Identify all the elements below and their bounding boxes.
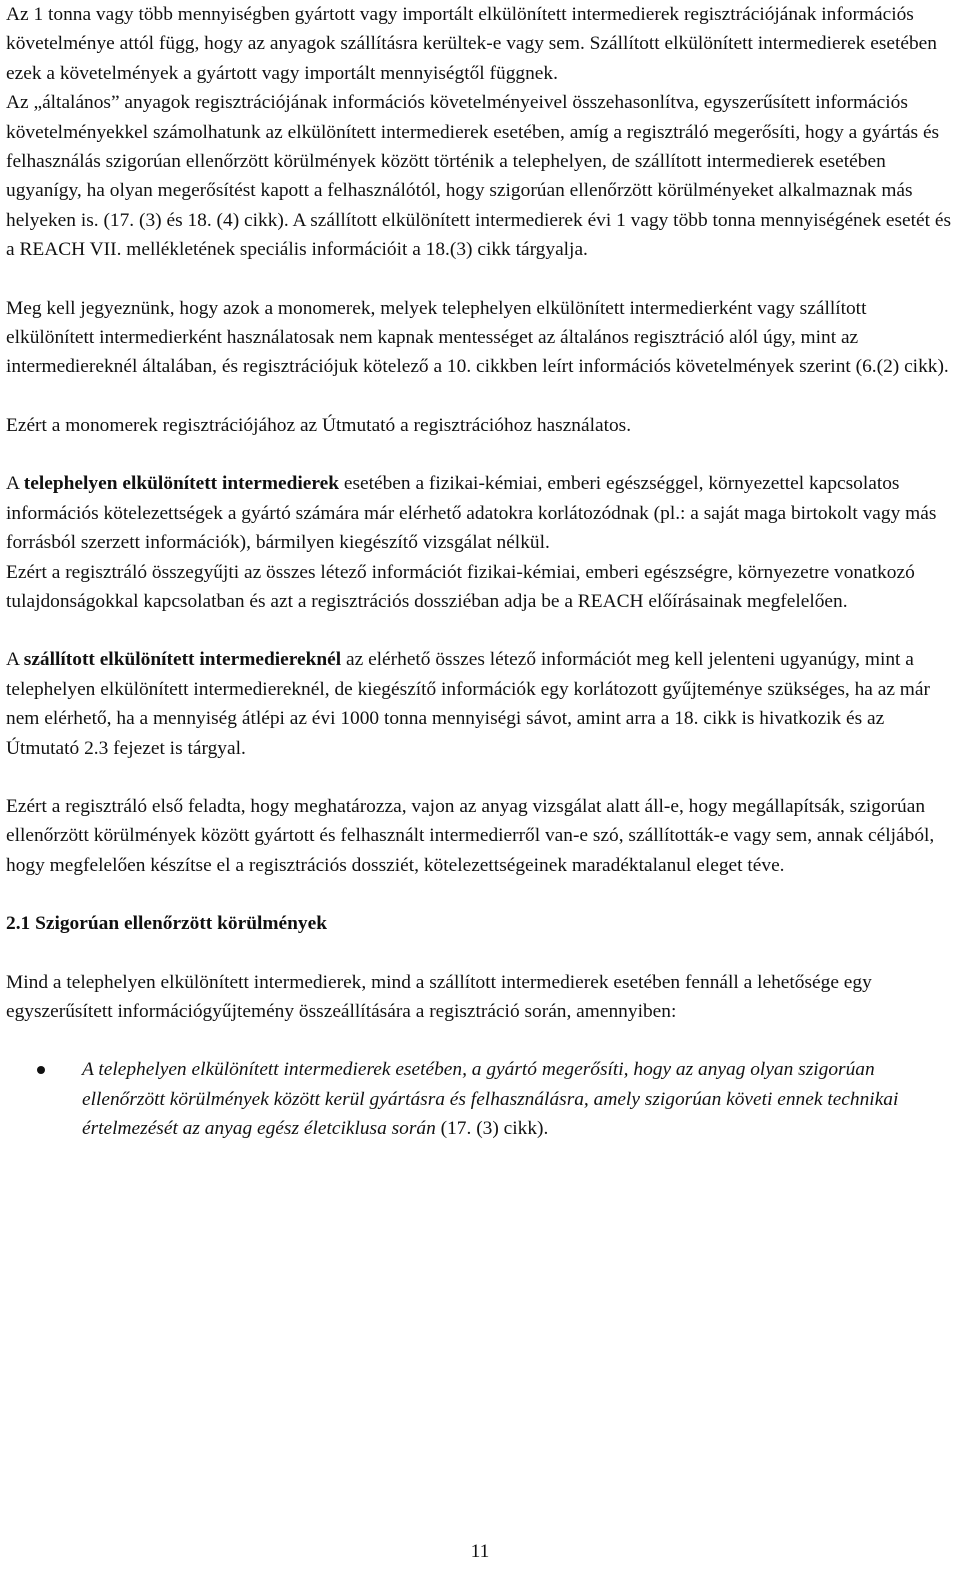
intro-body-text: Az „általános” anyagok regisztrációjának információs követelményeivel összehasonlítva, egyszerűsített információs követelményekkel számolhatunk az elkülönített intermedierek esetében, amíg a regisztráló megerősíti, hogy a gyártás és felhasználás szigorúan ellenőrzött körülmények között történik a telephelyen, de szállított intermedierek esetében ugyanígy, ha olyan megerősítést kapott a felhasználótól, hogy szigorúan ellenőrzött körülményeket alkalmaznak más helyeken is. (17. (3) és 18. (4) cikk). A szállított elkülönített intermedierek évi 1 vagy több tonna mennyiségének esetét és a REACH VII. mellékletének speciális információit a 18.(3) cikk tárgyalja. (6, 92, 952, 261)
section-heading: 2.1 Szigorúan ellenőrzött körülmények (6, 913, 327, 935)
on-site-pre-text: A (6, 473, 24, 495)
intro-paragraph (6, 0, 952, 265)
list-item (82, 1055, 952, 1143)
on-site-bold-term: telephelyen elkülönített intermedierek (23, 473, 340, 495)
transported-bold-term: szállított elkülönített intermediereknél (23, 649, 342, 671)
conditions-list (6, 1055, 952, 1143)
registrant-task-paragraph: Ezért a regisztráló első feladta, hogy meghatározza, vajon az anyag vizsgálat alatt áll-e, hogy megállapítsák, szigorúan ellenőrzött körülmények között gyártott és felhasznált intermedierről van-e szó, szállították-e vagy sem, annak céljából, hogy megfelelően készítse el a regisztrációs dossziét, kötelezettségeinek maradéktalanul eleget téve. (6, 795, 935, 876)
transported-intermediates-paragraph (6, 645, 952, 763)
on-site-intermediates-paragraph (6, 469, 952, 616)
transported-pre-text: A (6, 649, 24, 671)
conditions-intro-paragraph: Mind a telephelyen elkülönített intermedierek, mind a szállított intermedierek esetében fennáll a lehetősége egy egyszerűsített információgyűjtemény összeállítására a regisztráció során, amennyiben: (6, 971, 872, 1022)
monomer-guidance-paragraph: Ezért a monomerek regisztrációjához az Útmutató a regisztrációhoz használatos. (6, 414, 632, 436)
on-site-follow-text: Ezért a regisztráló összegyűjti az összes létező információt fizikai-kémiai, emberi egészségre, környezetre vonatkozó tulajdonságokkal kapcsolatban és azt a regisztrációs dossziéban adja be a REACH előírásainak megfelelően. (6, 561, 915, 612)
document-page (6, 0, 952, 1144)
list-item-italic-text: A telephelyen elkülönített intermedierek esetében, a gyártó megerősíti, hogy az anyag olyan szigorúan ellenőrzött körülmények között kerül gyártásra és felhasználásra, amely szigorúan követi ennek technikai értelmezését az anyag egész életciklusa során (82, 1059, 899, 1140)
transported-post-text: az elérhető összes létező információt meg kell jelenteni ugyanúgy, mint a telephelyen elkülönített intermediereknél, de kiegészítő információk egy korlátozott gyűjteménye szükséges, ha az már nem elérhető, ha a mennyiség átlépi az évi 1000 tonna mennyiségi sávot, amint arra a 18. cikk is hivatkozik és az Útmutató 2.3 fejezet is tárgyal. (6, 649, 930, 759)
bullet-icon (37, 1066, 45, 1074)
on-site-post-text: esetében a fizikai-kémiai, emberi egészséggel, környezettel kapcsolatos információs kötelezettségek a gyártó számára már elérhető adatokra korlátozódnak (pl.: a saját maga birtokolt vagy más forrásból szerzett információk), bármilyen kiegészítő vizsgálat nélkül. (6, 473, 937, 554)
monomer-note-paragraph: Meg kell jegyeznünk, hogy azok a monomerek, melyek telephelyen elkülönített intermedierként vagy szállított elkülönített intermedierként használatosak nem kapnak mentességet az általános regisztráció alól úgy, mint az intermediereknél általában, és regisztrációjuk kötelező a 10. cikkben leírt információs követelmények szerint (6.(2) cikk). (6, 297, 949, 378)
page-number: 11 (470, 1541, 490, 1562)
list-item-citation-text: (17. (3) cikk). (435, 1118, 549, 1140)
intro-lead-text: Az 1 tonna vagy több mennyiségben gyártott vagy importált elkülönített intermedierek regisztrációjának információs követelménye attól függ, hogy az anyagok szállításra kerültek-e vagy sem. Szállított elkülönített intermedierek esetében ezek a követelmények a gyártott vagy importált mennyiségtől függnek. (6, 4, 937, 84)
